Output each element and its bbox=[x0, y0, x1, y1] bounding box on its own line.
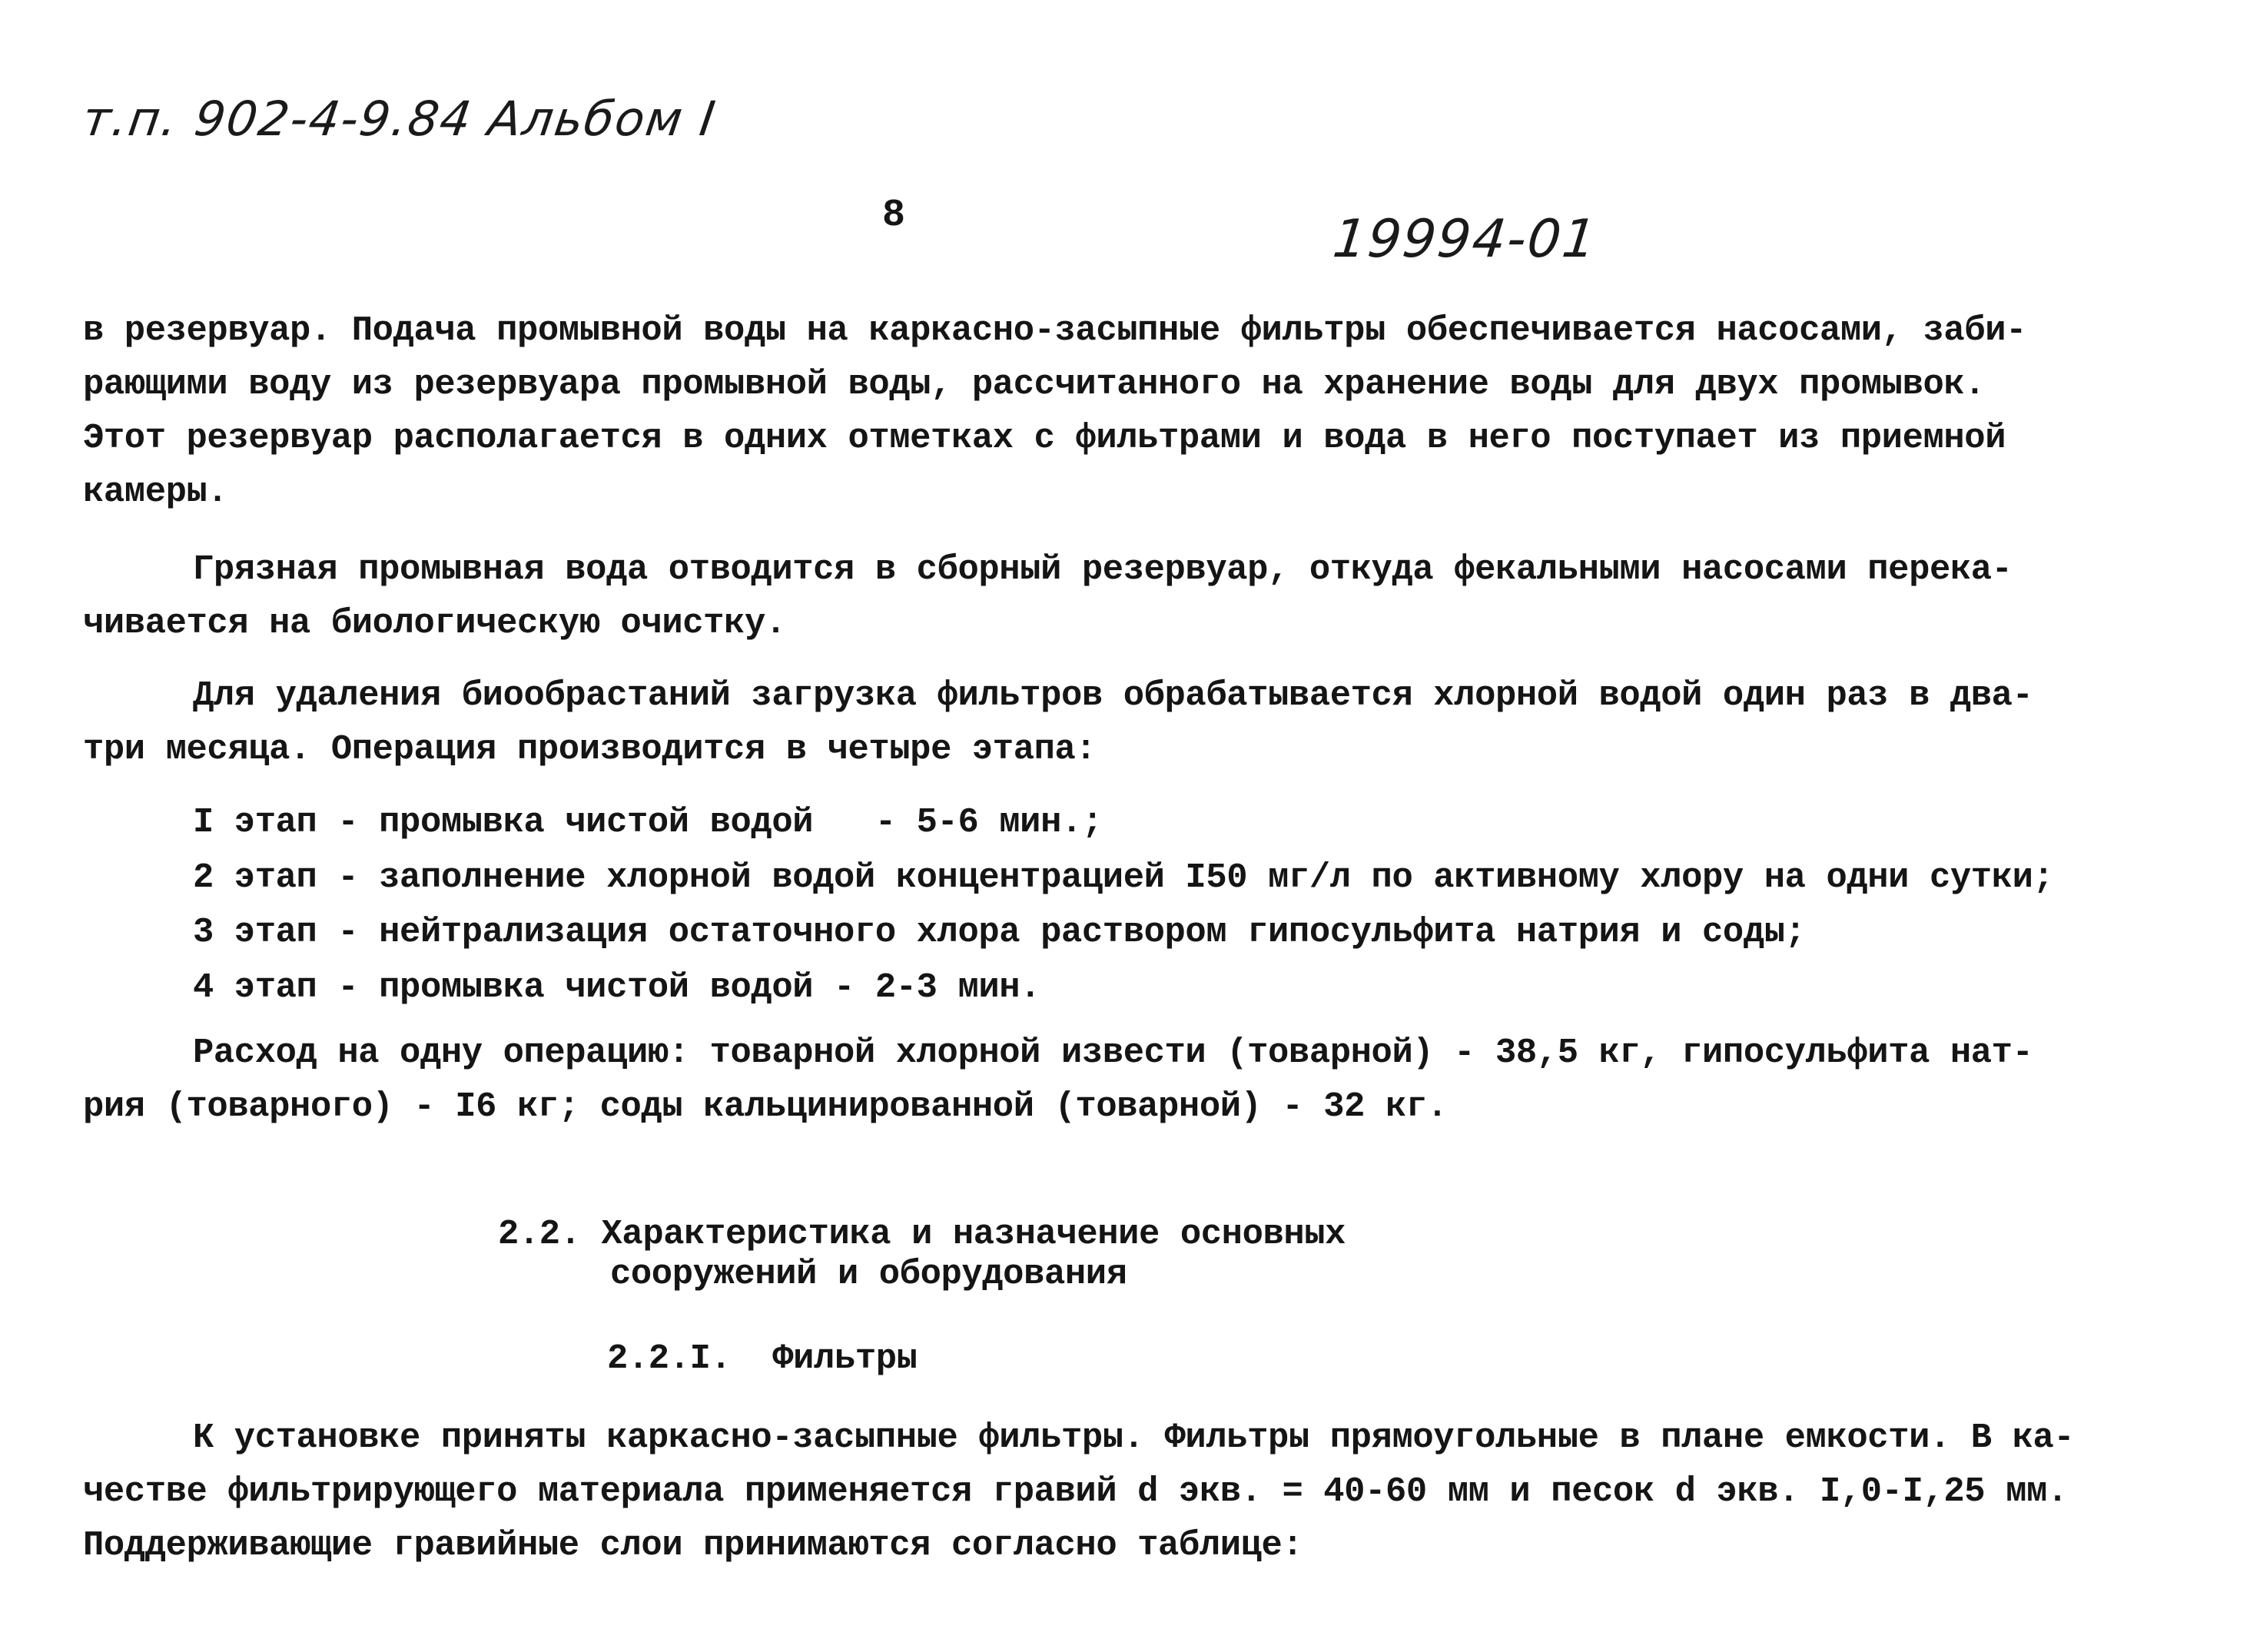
text-line: рия (товарного) - I6 кг; соды кальцинированной (товарной) - 32 кг. bbox=[83, 1086, 1448, 1126]
text-line: три месяца. Операция производится в четыре этапа: bbox=[83, 729, 1097, 769]
paragraph-wash-water-supply bbox=[83, 304, 2189, 519]
section-heading bbox=[498, 1214, 1346, 1294]
stage-item: 3 этап - нейтрализация остаточного хлора раствором гипосульфита натрия и соды; bbox=[193, 912, 1806, 952]
text-line: чивается на биологическую очистку. bbox=[83, 603, 786, 643]
stage-item: 2 этап - заполнение хлорной водой концентрацией I50 мг/л по активному хлору на одни сутки; bbox=[193, 857, 2054, 897]
text-line: К установке приняты каркасно-засыпные фильтры. Фильтры прямоугольные в плане емкости. В ка- bbox=[193, 1418, 2075, 1458]
stage-item: I этап - промывка чистой водой - 5-6 мин.; bbox=[193, 802, 1103, 842]
paragraph-biofouling-removal bbox=[83, 668, 2189, 776]
text-line: в резервуар. Подача промывной воды на каркасно-засыпные фильтры обеспечивается насосами, заби- bbox=[83, 310, 2027, 350]
text-line: Этот резервуар располагается в одних отметках с фильтрами и вода в него поступает из приемной bbox=[83, 418, 2006, 458]
text-line: Расход на одну операцию: товарной хлорной извести (товарной) - 38,5 кг, гипосульфита нат- bbox=[193, 1033, 2033, 1073]
paragraph-dirty-water bbox=[83, 542, 2189, 650]
text-line: рающими воду из резервуара промывной воды, рассчитанного на хранение воды для двух промывок. bbox=[83, 364, 1986, 404]
stage-item: 4 этап - промывка чистой водой - 2-3 мин. bbox=[193, 967, 1041, 1007]
text-line: Для удаления биообрастаний загрузка фильтров обрабатывается хлорной водой один раз в два- bbox=[193, 675, 2033, 715]
sheet-code: 19994-01 bbox=[1329, 209, 1601, 270]
text-line: Грязная промывная вода отводится в сборный резервуар, откуда фекальными насосами перека- bbox=[193, 549, 2013, 589]
text-line: камеры. bbox=[83, 472, 228, 512]
stages-list bbox=[193, 795, 2250, 1015]
section-title-line: Характеристика и назначение основных bbox=[601, 1214, 1346, 1254]
subsection-heading: 2.2.I. Фильтры bbox=[607, 1339, 918, 1378]
paragraph-consumption bbox=[83, 1026, 2189, 1133]
paragraph-filters bbox=[83, 1411, 2189, 1572]
section-title-line: сооружений и оборудования bbox=[610, 1254, 1127, 1294]
section-number: 2.2. bbox=[498, 1214, 581, 1254]
text-line: честве фильтрирующего материала применяется гравий d экв. = 40-60 мм и песок d экв. I,0-I,25 мм. bbox=[83, 1471, 2068, 1511]
page-number: 8 bbox=[882, 194, 906, 237]
text-line: Поддерживающие гравийные слои принимаются согласно таблице: bbox=[83, 1525, 1303, 1565]
album-reference: т.п. 902-4-9.84 Альбом I bbox=[78, 91, 720, 147]
